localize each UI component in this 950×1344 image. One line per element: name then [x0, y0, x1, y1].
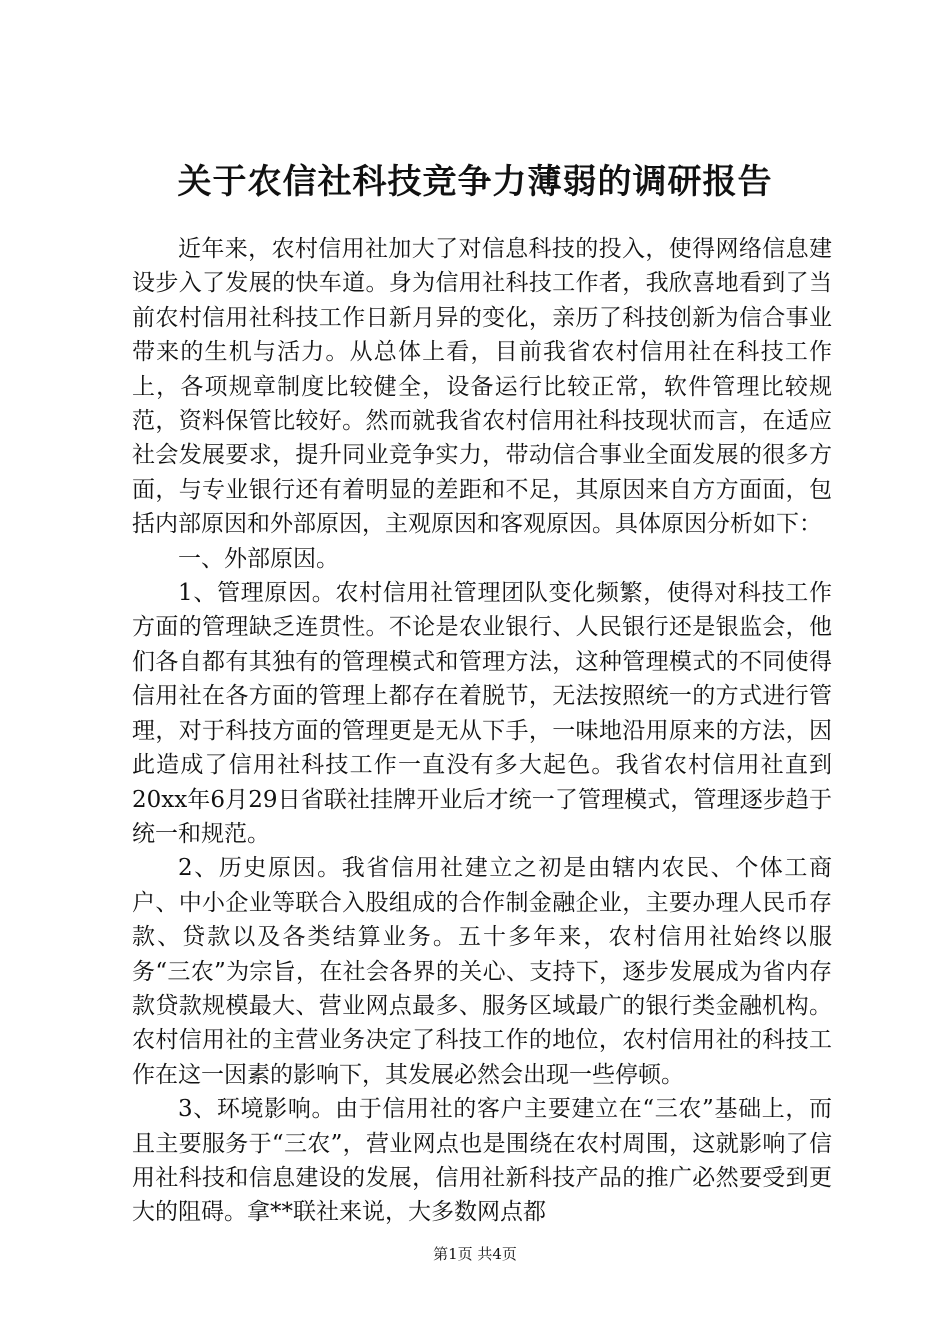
document-body [132, 232, 832, 1230]
page-number-footer: 第1页 共4页 [433, 1245, 517, 1263]
paragraph-environmental-impact: 3、环境影响。由于信用社的客户主要建立在“三农”基础上，而且主要服务于“三农”，营业网点也是围绕在农村周围，这就影响了信用社科技和信息建设的发展，信用社新科技产品的推广必然要受到更大的阻碍。拿**联社来说，大多数网点都 [132, 1096, 832, 1226]
document-title: 关于农信社科技竞争力薄弱的调研报告 [177, 162, 773, 202]
paragraph-management-reason: 1、管理原因。农村信用社管理团队变化频繁，使得对科技工作方面的管理缺乏连贯性。不论是农业银行、人民银行还是银监会，他们各自都有其独有的管理模式和管理方法，这种管理模式的不同使得信用社在各方面的管理上都存在着脱节，无法按照统一的方式进行管理，对于科技方面的管理更是无从下手，一味地沿用原来的方法，因此造成了信用社科技工作一直没有多大起色。我省农村信用社直到20xx年6月29日省联社挂牌开业后才统一了管理模式，管理逐步趋于统一和规范。 [132, 580, 832, 847]
section-heading-external-reasons: 一、外部原因。 [178, 545, 339, 572]
paragraph-historical-reason: 2、历史原因。我省信用社建立之初是由辖内农民、个体工商户、中小企业等联合入股组成的合作制金融企业，主要办理人民币存款、贷款以及各类结算业务。五十多年来，农村信用社始终以服务“三农”为宗旨，在社会各界的关心、支持下，逐步发展成为省内存款贷款规模最大、营业网点最多、服务区域最广的银行类金融机构。农村信用社的主营业务决定了科技工作的地位，农村信用社的科技工作在这一因素的影响下，其发展必然会出现一些停顿。 [132, 855, 832, 1088]
paragraph-intro: 近年来，农村信用社加大了对信息科技的投入，使得网络信息建设步入了发展的快车道。身为信用社科技工作者，我欣喜地看到了当前农村信用社科技工作日新月异的变化，亲历了科技创新为信合事业带来的生机与活力。从总体上看，目前我省农村信用社在科技工作上，各项规章制度比较健全，设备运行比较正常，软件管理比较规范，资料保管比较好。然而就我省农村信用社科技现状而言，在适应社会发展要求，提升同业竞争实力，带动信合事业全面发展的很多方面，与专业银行还有着明显的差距和不足，其原因来自方方面面，包括内部原因和外部原因，主观原因和客观原因。具体原因分析如下： [132, 236, 832, 538]
